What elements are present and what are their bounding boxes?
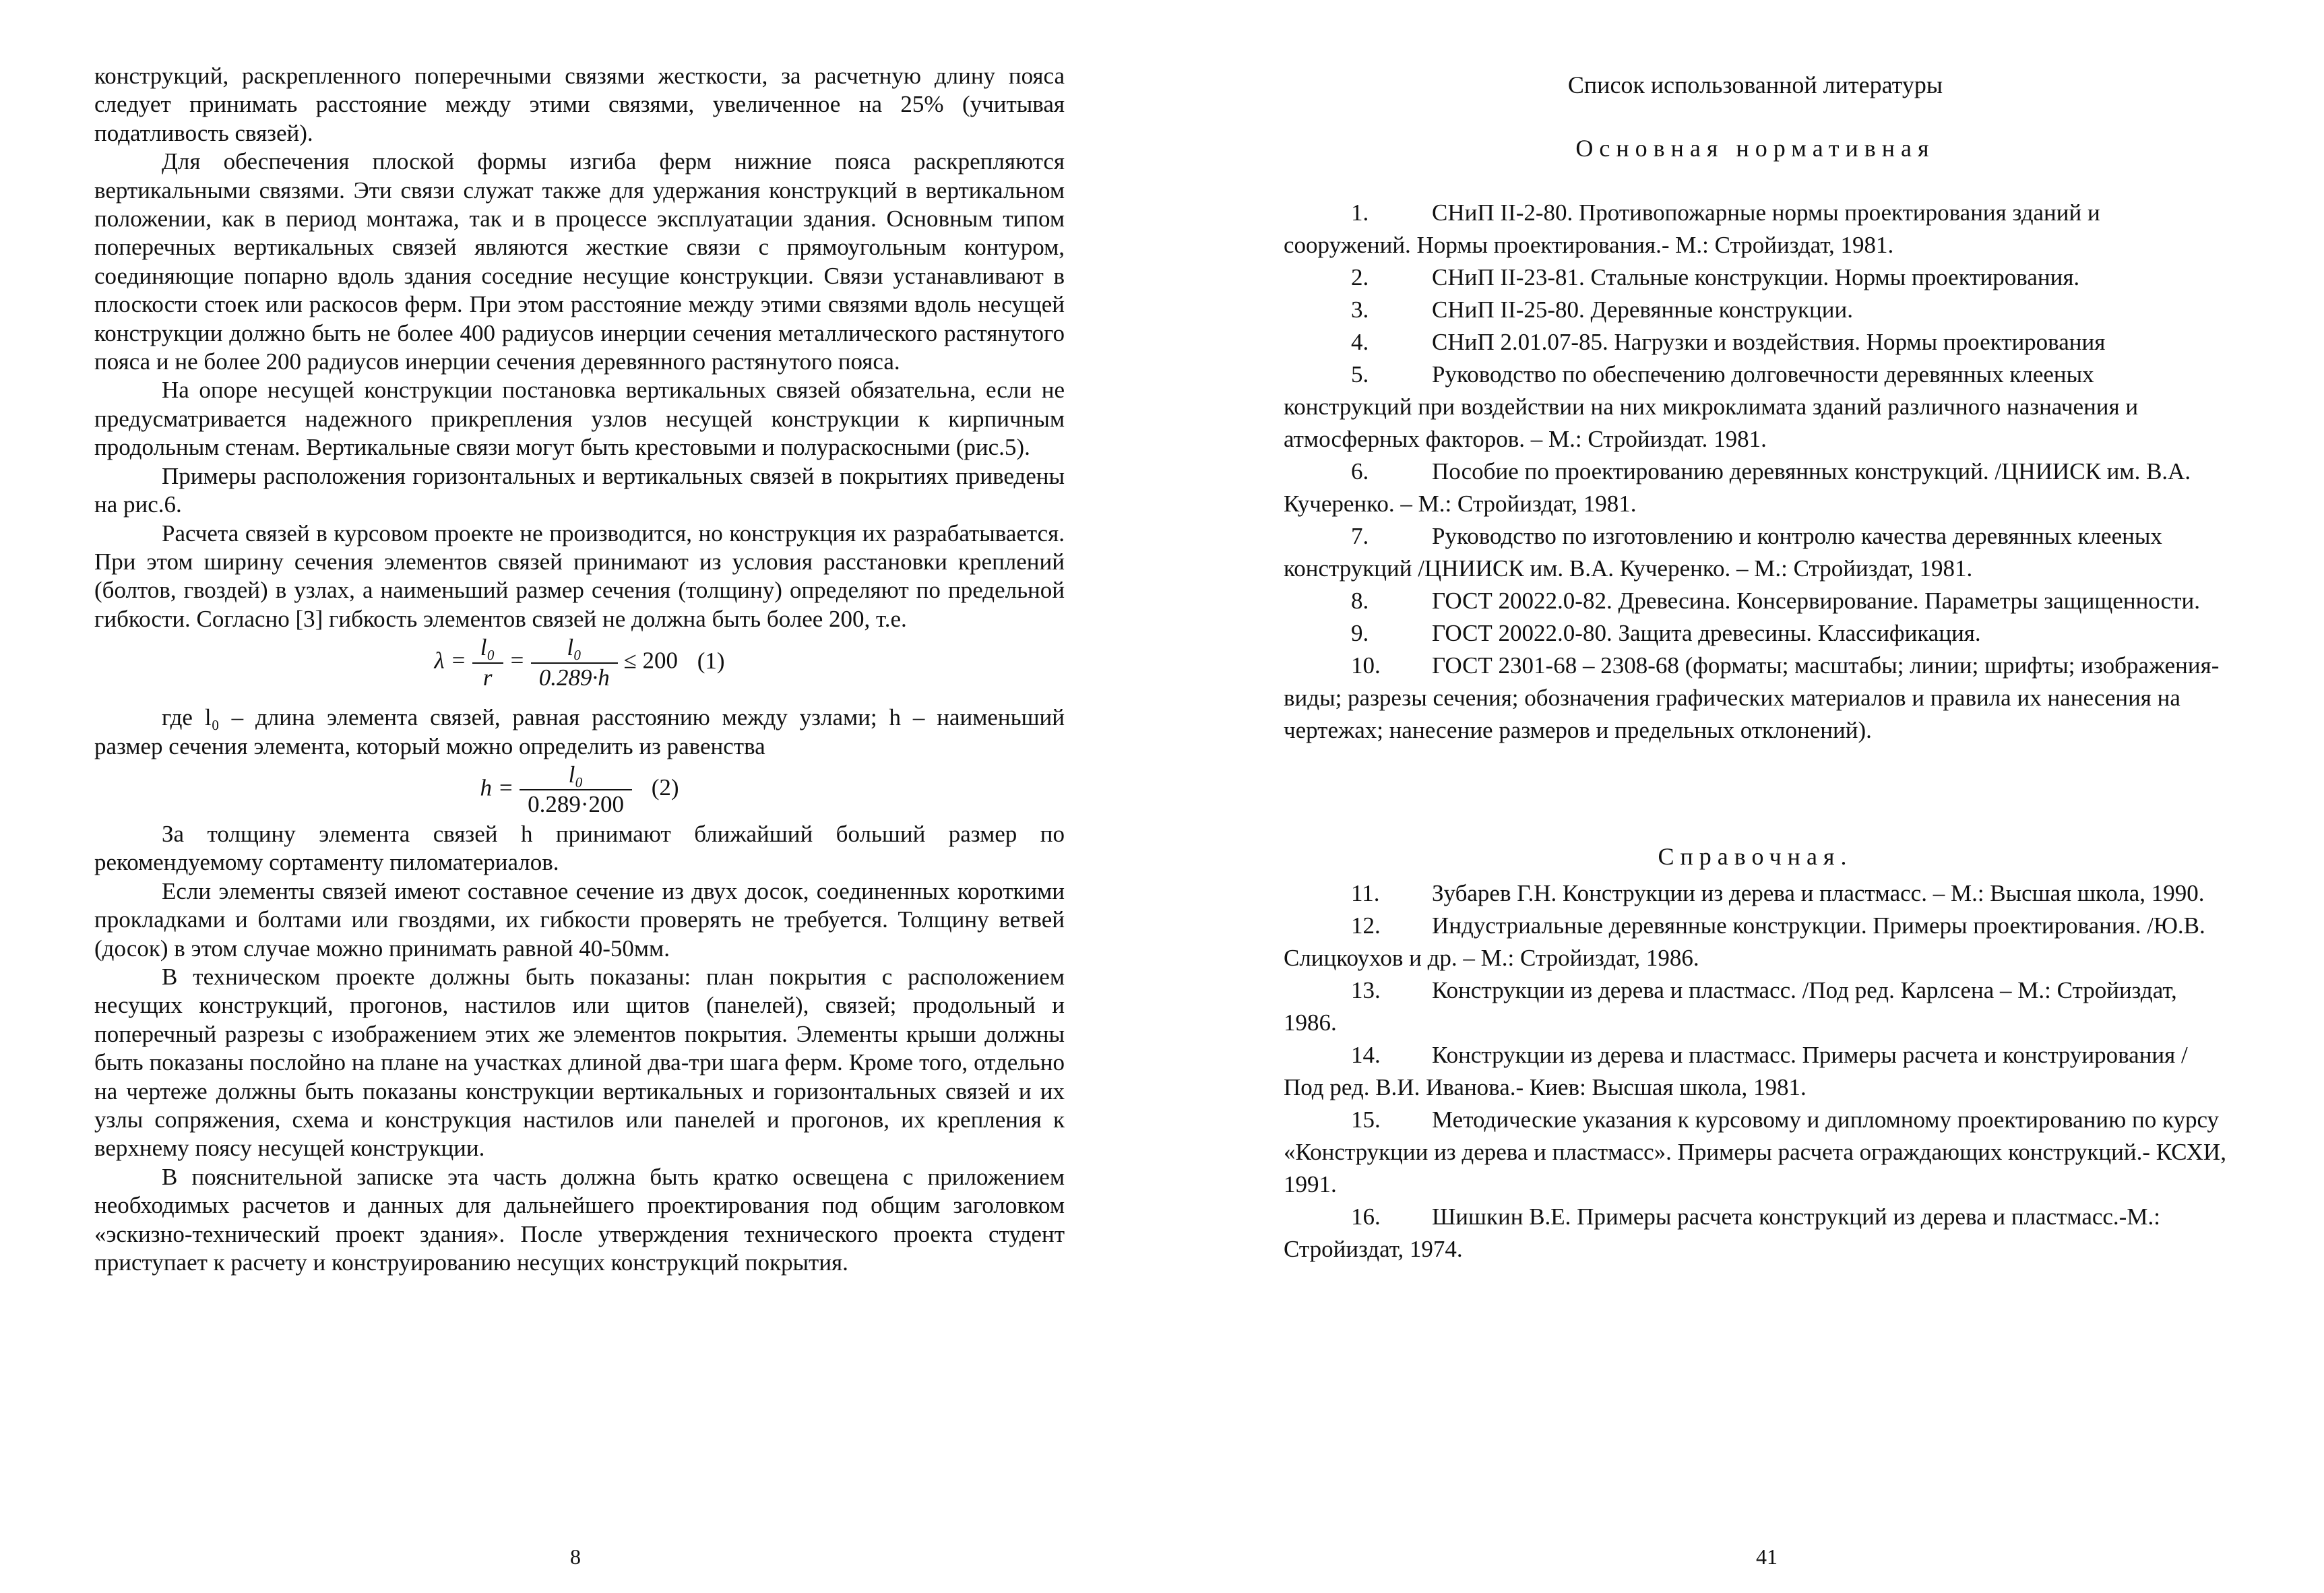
page-number-left: 8 [570,1544,581,1569]
list-item [1284,1104,2227,1201]
list-item [1284,520,2227,585]
left-page-body [94,62,1065,1277]
paragraph: Если элементы связей имеют составное сечение из двух досок, соединенных короткими прокладками и болтами или гвоздями, их гибкости проверять не требуется. Толщину ветвей (досок) в этом случае можно принимать равной 40-50мм. [94,877,1065,962]
list-item [1284,326,2227,358]
ref-number: 14. [1351,1042,1381,1068]
ref-number: 6. [1351,458,1369,485]
ref-text: Методические указания к курсовому и дипломному проектированию по курсу «Конструкции из дерева и пластмасс». Примеры расчета ограждающих конструкций.- КСХИ, 1991. [1284,1106,2226,1197]
list-item [1284,197,2227,261]
formula-2-lhs: h = [480,774,514,801]
formula-1-den-a: r [472,662,503,692]
formula-2-fraction [520,761,632,819]
ref-number: 8. [1351,588,1369,614]
list-item [1284,910,2227,974]
section-heading-normative: Основная нормативная [1575,135,1935,162]
list-item [1284,585,2227,617]
reference-list-reference [1284,877,2227,1266]
formula-1-fraction-a [472,633,503,692]
list-item [1284,877,2227,910]
ref-number: 9. [1351,620,1369,646]
ref-number: 4. [1351,329,1369,355]
ref-text: Индустриальные деревянные конструкции. Примеры проектирования. /Ю.В. Слицкоухов и др. – М.: Стройиздат, 1986. [1284,912,2205,971]
paragraph: где l₀ – длина элемента связей, равная расстоянию между узлами; h – наименьший размер сечения элемента, который можно определить из равенства [94,704,1065,759]
ref-text: СНиП II-23-81. Стальные конструкции. Нормы проектирования. [1432,264,2080,290]
list-item [1284,650,2227,747]
list-item [1284,358,2227,456]
ref-text: ГОСТ 20022.0-80. Защита древесины. Классификация. [1432,620,1981,646]
ref-text: Конструкции из дерева и пластмасс. Примеры расчета и конструирования / Под ред. В.И. Иванова.- Киев: Высшая школа, 1981. [1284,1042,2188,1100]
ref-number: 16. [1351,1204,1381,1230]
page-number-right: 41 [1756,1544,1778,1569]
paragraph: конструкций, раскрепленного поперечными связями жесткости, за расчетную длину пояса следует принимать расстояние между этими связями, увеличенное на 25% (учитывая податливость связей). [94,63,1065,146]
formula-2-den: 0.289·200 [520,789,632,819]
ref-text: Зубарев Г.Н. Конструкции из дерева и пластмасс. – М.: Высшая школа, 1990. [1432,880,2205,906]
ref-number: 12. [1351,912,1381,939]
formula-2-num: l₀ [568,761,584,788]
formula-2 [94,761,1065,820]
formula-1-tag: (1) [697,647,725,674]
ref-number: 3. [1351,296,1369,323]
ref-text: ГОСТ 20022.0-82. Древесина. Консервирование. Параметры защищенности. [1432,588,2200,614]
list-item [1284,1039,2227,1104]
ref-text: Руководство по изготовлению и контролю качества деревянных клееных конструкций /ЦНИИСК им. В.А. Кучеренко. – М.: Стройиздат, 1981. [1284,523,2162,582]
paragraph: На опоре несущей конструкции постановка вертикальных связей обязательна, если не предусматривается надежного прикрепления узлов несущей конструкции к кирпичным продольным стенам. Вертикальные связи могут быть крестовыми и полураскосными (рис.5). [94,377,1065,461]
reference-list-normative [1284,197,2227,747]
list-item [1284,294,2227,326]
list-item [1284,456,2227,520]
formula-1-num-b: l₀ [567,634,582,661]
ref-number: 7. [1351,523,1369,549]
ref-number: 1. [1351,199,1369,226]
paragraph: Для обеспечения плоской формы изгиба ферм нижние пояса раскрепляются вертикальными связями. Эти связи служат также для удержания конструкций в вертикальном положении, как в период монтажа, так и в процессе эксплуатации здания. Основным типом поперечных вертикальных связей являются жесткие связи с прямоугольным контуром, соединяющие попарно вдоль здания соседние несущие конструкции. Связи устанавливают в плоскости стоек или раскосов ферм. При этом расстояние между этими связями вдоль несущей конструкции должно быть не более 400 радиусов инерции сечения металлического растянутого пояса и не более 200 радиусов инерции сечения деревянного растянутого пояса. [94,148,1065,375]
section-heading-reference: Справочная. [1658,843,1853,870]
ref-text: СНиП II-2-80. Противопожарные нормы проектирования зданий и сооружений. Нормы проектирования.- М.: Стройиздат, 1981. [1284,199,2100,258]
formula-1-eq: = [509,647,526,674]
formula-2-tag: (2) [651,774,679,801]
list-item [1284,617,2227,650]
formula-1-den-b: 0.289·h [531,662,618,692]
ref-text: Шишкин В.Е. Примеры расчета конструкций из дерева и пластмасс.-М.: Стройиздат, 1974. [1284,1204,2160,1262]
list-item [1284,261,2227,294]
paragraph: В техническом проекте должны быть показаны: план покрытия с расположением несущих конструкций, прогонов, настилов или щитов (панелей), связей; продольный и поперечный разрезы с изображением этих же элементов покрытия. Элементы крыши должны быть показаны послойно на плане на участках длиной два-три шага ферм. Кроме того, отдельно на чертеже должны быть показаны конструкции вертикальных и горизонтальных связей и их узлы сопряжения, схема и конструкция настилов или панелей и прогонов, их крепления к верхнему поясу несущей конструкции. [94,963,1065,1162]
formula-1-lhs: λ = [434,647,466,674]
formula-1-fraction-b [531,633,618,692]
ref-text: Конструкции из дерева и пластмасс. /Под ред. Карлсена – М.: Стройиздат, 1986. [1284,977,2177,1036]
ref-number: 2. [1351,264,1369,290]
ref-text: Руководство по обеспечению долговечности деревянных клееных конструкций при воздействии на них микроклимата зданий различного назначения и атмосферных факторов. – М.: Стройиздат. 1981. [1284,361,2139,452]
ref-number: 15. [1351,1106,1381,1133]
list-item [1284,1201,2227,1266]
paragraph: Примеры расположения горизонтальных и вертикальных связей в покрытиях приведены на рис.6. [94,462,1065,518]
formula-1-num-a: l₀ [480,634,495,661]
ref-number: 5. [1351,361,1369,387]
ref-text: СНиП II-25-80. Деревянные конструкции. [1432,296,1853,323]
page-title: Список использованной литературы [1567,71,1943,98]
paragraph: Расчета связей в курсовом проекте не производится, но конструкция их разрабатывается. При этом ширину сечения элементов связей принимают из условия расстановки креплений (болтов, гвоздей) в узлах, а наименьший размер сечения (толщину) определяют по предельной гибкости. Согласно [3] гибкость элементов связей не должна быть более 200, т.е. [94,520,1065,632]
ref-text: Пособие по проектированию деревянных конструкций. /ЦНИИСК им. В.А. Кучеренко. – М.: Стройиздат, 1981. [1284,458,2191,517]
ref-number: 11. [1351,880,1380,906]
ref-text: ГОСТ 2301-68 – 2308-68 (форматы; масштабы; линии; шрифты; изображения-виды; разрезы сечения; обозначения графических материалов и правила их нанесения на чертежах; нанесение размеров и предельных отклонений). [1284,652,2220,743]
list-item [1284,974,2227,1039]
formula-1 [94,633,1065,704]
ref-number: 10. [1351,652,1381,679]
ref-text: СНиП 2.01.07-85. Нагрузки и воздействия. Нормы проектирования [1432,329,2106,355]
paragraph: В пояснительной записке эта часть должна быть кратко освещена с приложением необходимых расчетов и данных для дальнейшего проектирования под общим заголовком «эскизно-технический проект здания». После утверждения технического проекта студент приступает к расчету и конструированию несущих конструкций покрытия. [94,1163,1065,1276]
formula-1-rhs: ≤ 200 [623,647,678,674]
ref-number: 13. [1351,977,1381,1003]
paragraph: За толщину элемента связей h принимают ближайший больший размер по рекомендуемому сортаменту пиломатериалов. [94,820,1065,876]
